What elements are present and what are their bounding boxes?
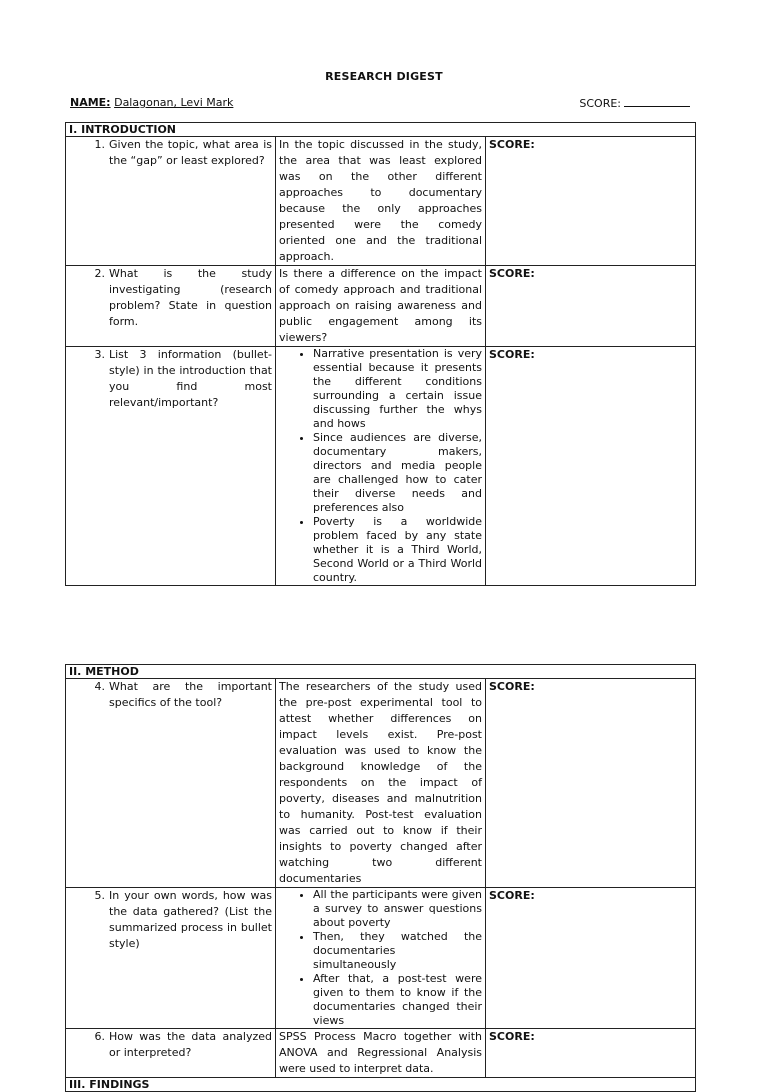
question-cell xyxy=(66,137,276,266)
question-number: 2. xyxy=(94,267,105,280)
table-row xyxy=(66,137,696,266)
section-heading: I. INTRODUCTION xyxy=(66,123,696,137)
answer-cell: SPSS Process Macro together with ANOVA and Regressional Analysis were used to interpret data. xyxy=(276,1029,486,1078)
answer-cell xyxy=(276,888,486,1029)
document-title: RESEARCH DIGEST xyxy=(325,70,443,83)
list-item: • All the participants were given a survey to answer questions about poverty xyxy=(313,888,482,930)
table-row xyxy=(66,266,696,347)
score-cell: SCORE: xyxy=(486,137,696,266)
score-cell: SCORE: xyxy=(486,347,696,586)
score-label: SCORE: xyxy=(579,97,621,110)
table-row xyxy=(66,1029,696,1078)
question-text: What is the study investigating (research problem? State in question form. xyxy=(109,267,272,328)
score-cell: SCORE: xyxy=(486,266,696,347)
question-cell xyxy=(66,888,276,1029)
list-item: • After that, a post-test were given to them to know if the documentaries changed their views xyxy=(313,972,482,1028)
question-number: 4. xyxy=(94,680,105,693)
question-text: How was the data analyzed or interpreted? xyxy=(109,1030,272,1059)
answer-cell: Is there a difference on the impact of comedy approach and traditional approach on raising awareness and public engagement among its viewers? xyxy=(276,266,486,347)
question-text: In your own words, how was the data gathered? (List the summarized process in bullet style) xyxy=(109,889,272,950)
list-item: • Then, they watched the documentaries simultaneously xyxy=(313,930,482,972)
question-cell xyxy=(66,347,276,586)
list-item: • Poverty is a worldwide problem faced by any state whether it is a Third World, Second World or a Third World country. xyxy=(313,515,482,585)
question-number: 1. xyxy=(94,138,105,151)
answer-cell xyxy=(276,347,486,586)
question-number: 5. xyxy=(94,889,105,902)
introduction-table xyxy=(65,122,696,586)
score-cell: SCORE: xyxy=(486,679,696,888)
table-row xyxy=(66,347,696,586)
section-heading: II. METHOD xyxy=(66,665,696,679)
question-text: What are the important specifics of the tool? xyxy=(109,680,272,709)
question-cell xyxy=(66,1029,276,1078)
list-item: • Narrative presentation is very essential because it presents the different conditions surrounding a certain issue discussing further the whys and hows xyxy=(313,347,482,431)
question-text: List 3 information (bullet-style) in the introduction that you find most relevant/important? xyxy=(109,348,272,409)
name-score-row xyxy=(70,96,690,109)
score-cell: SCORE: xyxy=(486,1029,696,1078)
question-number: 6. xyxy=(94,1030,105,1043)
name-value: Dalagonan, Levi Mark xyxy=(114,96,234,109)
answer-bullet-list xyxy=(279,347,482,585)
list-item: • Since audiences are diverse, documentary makers, directors and media people are challenged how to cater their diverse needs and preferences also xyxy=(313,431,482,515)
question-number: 3. xyxy=(94,348,105,361)
question-cell xyxy=(66,679,276,888)
name-label: NAME: xyxy=(70,96,111,109)
score-blank xyxy=(624,96,690,107)
question-text: Given the topic, what area is the “gap” or least explored? xyxy=(109,138,272,167)
section-heading: III. FINDINGS xyxy=(66,1078,696,1092)
answer-bullet-list xyxy=(279,888,482,1028)
table-row xyxy=(66,679,696,888)
question-cell xyxy=(66,266,276,347)
score-line xyxy=(579,96,690,110)
answer-cell: In the topic discussed in the study, the area that was least explored was on the other different approaches to documentary because the only approaches presented were the comedy oriented one and the traditional approach. xyxy=(276,137,486,266)
method-table xyxy=(65,664,696,1092)
name-line xyxy=(70,96,233,109)
score-cell: SCORE: xyxy=(486,888,696,1029)
answer-cell: The researchers of the study used the pre-post experimental tool to attest whether differences on impact levels exist. Pre-post evaluation was used to know the background knowledge of the respondents on the impact of poverty, diseases and malnutrition to humanity. Post-test evaluation was carried out to know if their insights to poverty changed after watching two different documentaries xyxy=(276,679,486,888)
table-row xyxy=(66,888,696,1029)
